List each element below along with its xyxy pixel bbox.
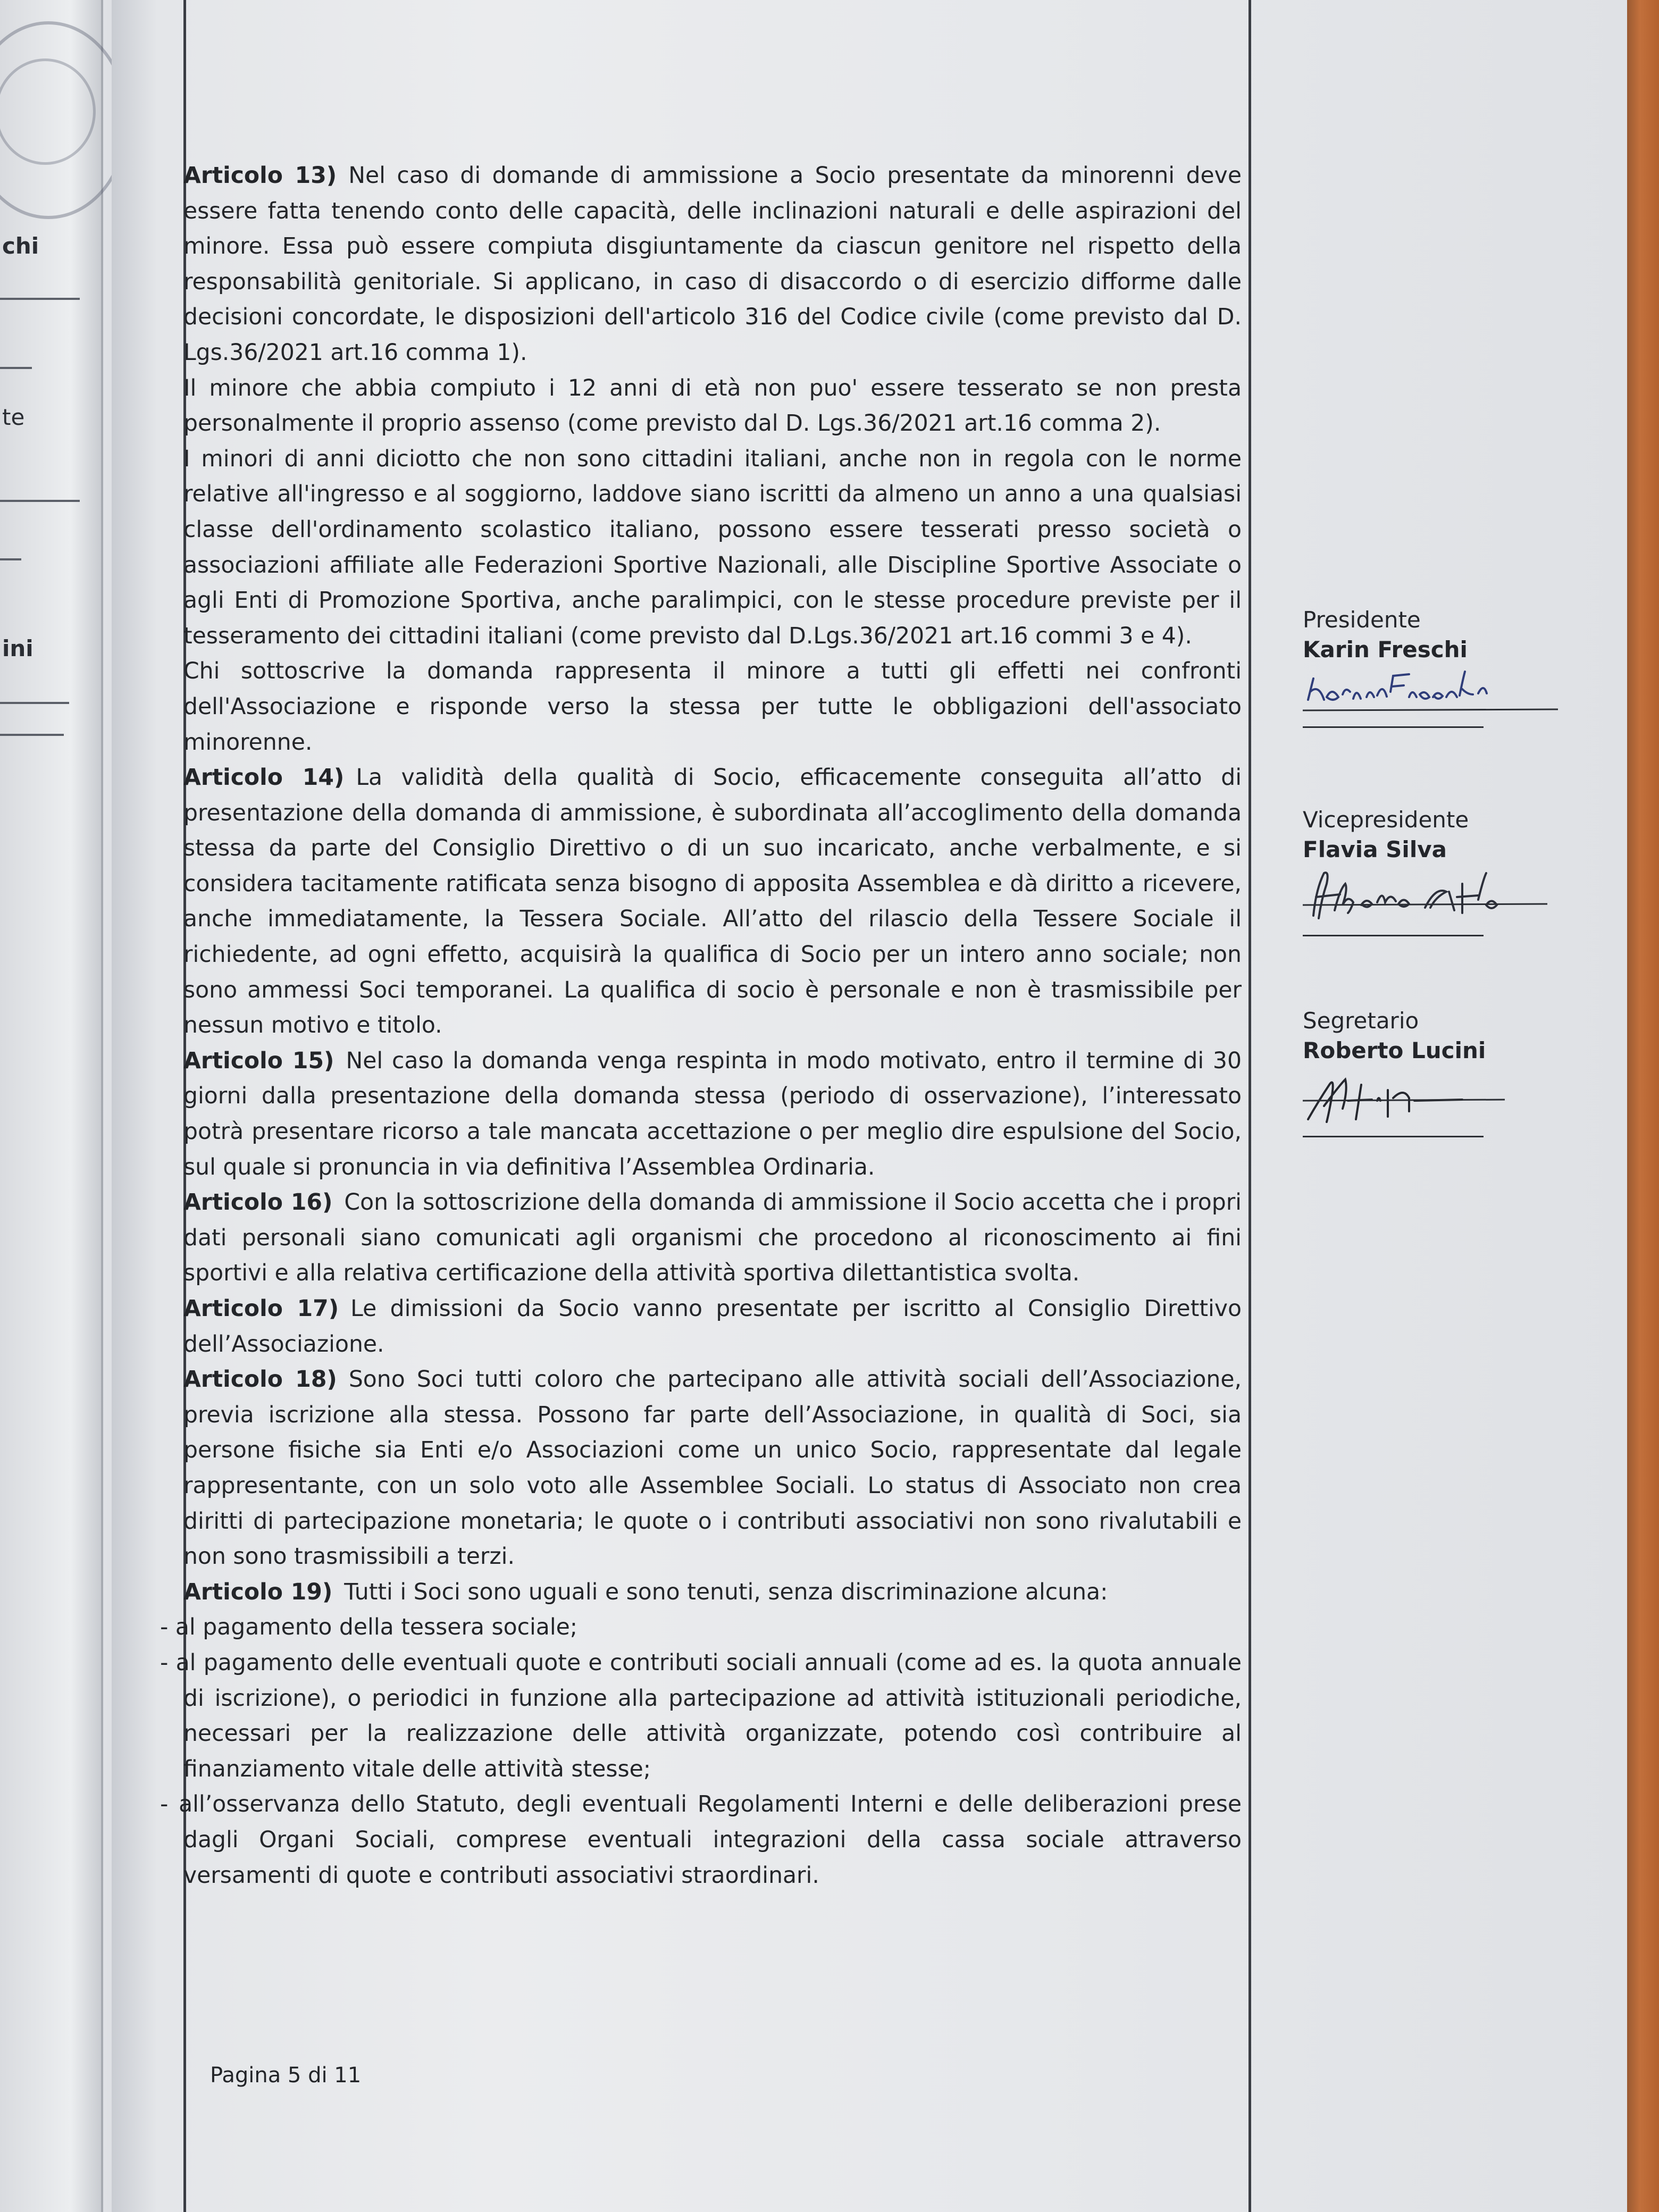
adjacent-rule: [0, 734, 64, 736]
adjacent-page: [0, 0, 103, 2212]
signature-underline: [1303, 726, 1484, 728]
signatory-role: Segretario: [1303, 1008, 1419, 1034]
article-19-title: Articolo 19): [183, 1579, 333, 1605]
signature-line: [1303, 904, 1547, 905]
article-15-title: Articolo 15): [183, 1048, 334, 1074]
article-13-first-paragraph: Articolo 13) Nel caso di domande di ammissione a Socio presentate da minorenni deve essere fatta tenendo conto delle capacità, delle inclinazioni naturali e delle aspirazioni del minore. Essa può essere compiuta disgiuntamente da ciascun genitore nel rispetto della responsabilità genitoriale. Si applicano, in caso di disaccordo o di esercizio difforme dalle decisioni concordate, le disposizioni dell'articolo 316 del Codice civile (come previsto dal D. Lgs.36/2021 art.16 comma 1).: [183, 163, 1242, 366]
article-18-paragraph: Articolo 18) Sono Soci tutti coloro che partecipano alle attività sociali dell’Associazione, previa iscrizione alla stessa. Possono far parte dell’Associazione, in qualità di Soci, sia persone fisiche sia Enti e/o Associazioni come un unico Socio, rappresentate dal legale rappresentante, con un solo voto alle Assemblee Sociali. Lo status di Associato non crea diritti di partecipazione monetaria; le quote o i contributi associativi non sono rivalutabili e non sono trasmissibili a terzi.: [183, 1367, 1242, 1570]
article-14-paragraph: Articolo 14) La validità della qualità di Socio, efficacemente conseguita all’atto di presentazione della domanda di ammissione, è subordinata all’accoglimento della domanda stessa da parte del Consiglio Direttivo o di un suo incaricato, anche verbalmente, e si considera tacitamente ratificata senza bisogno di apposita Assemblea e dà diritto a ricevere, anche immediatamente, la Tessera Sociale. All’atto del rilascio della Tessere Sociale il richiedente, ad ogni effetto, acquisirà la qualifica di Socio per un intero anno sociale; non sono ammessi Soci temporanei. La qualifica di socio è personale e non è trasmissibile per nessun motivo e titolo.: [183, 765, 1242, 1039]
signature-block-segretario: [1303, 1006, 1579, 1137]
adjacent-rule: [0, 500, 80, 502]
adjacent-text-fragment: chi: [2, 233, 39, 259]
article-13-paragraph: Chi sottoscrive la domanda rappresenta il minore a tutti gli effetti nei confronti dell'Associazione e risponde verso la stessa per tutte le obbligazioni dell'associato minorenne.: [183, 658, 1242, 756]
adjacent-rule: [0, 298, 80, 300]
page-number: Pagina 5 di 11: [210, 2063, 362, 2088]
signatory-role: Presidente: [1303, 607, 1421, 633]
article-19-paragraph: Articolo 19) Tutti i Soci sono uguali e sono tenuti, senza discriminazione alcuna:: [183, 1579, 1108, 1605]
article-17-paragraph: Articolo 17) Le dimissioni da Socio vanno presentate per iscritto al Consiglio Direttivo dell’Associazione.: [183, 1296, 1242, 1358]
signature-underline: [1303, 935, 1484, 936]
article-14-title: Articolo 14): [183, 765, 345, 791]
signatory-name: Roberto Lucini: [1303, 1037, 1486, 1063]
signature-line: [1303, 1100, 1505, 1101]
article-16-paragraph: Articolo 16) Con la sottoscrizione della domanda di ammissione il Socio accetta che i propri dati personali siano comunicati agli organismi che procedono al riconoscimento ai fini sportivi e alla relativa certificazione della attività sportiva dilettantistica svolta.: [183, 1189, 1242, 1287]
handwritten-signature: [1303, 868, 1579, 926]
article-13-paragraph: I minori di anni diciotto che non sono cittadini italiani, anche non in regola con le norme relative all'ingresso e al soggiorno, laddove siano iscritti da almeno un anno a una qualsiasi classe dell'ordinamento scolastico italiano, possono essere tesserati presso società o associazioni affiliate alle Federazioni Sportive Nazionali, alle Discipline Sportive Associate o agli Enti di Promozione Sportiva, anche paralimpici, con le stesse procedure previste per il tesseramento dei cittadini italiani (come previsto dal D.Lgs.36/2021 art.16 commi 3 e 4).: [183, 446, 1242, 649]
article-19-bullet: - all’osservanza dello Statuto, degli eventuali Regolamenti Interni e delle deliberazioni prese dagli Organi Sociali, comprese eventuali integrazioni della cassa sociale attraverso versamenti di quote e contributi associativi straordinari.: [160, 1791, 1242, 1889]
handwritten-signature: [1303, 1069, 1579, 1127]
article-19-bullet: - al pagamento delle eventuali quote e contributi sociali annuali (come ad es. la quota annuale di iscrizione), o periodici in funzione alla partecipazione ad attività istituzionali periodiche, necessari per la realizzazione delle attività organizzate, potendo così contribuire al finanziamento vitale delle attività stesse;: [160, 1649, 1242, 1782]
statute-text: [160, 158, 1242, 1893]
adjacent-rule: [0, 702, 69, 704]
article-13-paragraph: Il minore che abbia compiuto i 12 anni di età non puo' essere tesserato se non presta personalmente il proprio assenso (come previsto dal D. Lgs.36/2021 art.16 comma 2).: [183, 375, 1242, 437]
signature-stroke: [1308, 672, 1487, 700]
signatory-name: Karin Freschi: [1303, 636, 1468, 663]
signature-stroke: [1313, 873, 1497, 918]
signature-block-vicepresidente: [1303, 805, 1579, 936]
adjacent-rule: [0, 367, 32, 369]
adjacent-text-fragment: ini: [2, 635, 33, 661]
article-13-title: Articolo 13): [183, 163, 337, 189]
article-16-title: Articolo 16): [183, 1189, 333, 1216]
article-15-paragraph: Articolo 15) Nel caso la domanda venga respinta in modo motivato, entro il termine di 30 giorni dalla presentazione della domanda stessa (periodo di osservazione), l’interessato potrà presentare ricorso a tale mancata accettazione o per meglio dire espulsione del Socio, sul quale si pronuncia in via definitiva l’Assemblea Ordinaria.: [183, 1048, 1242, 1180]
adjacent-text-fragment: te: [2, 404, 25, 430]
signature-block-presidente: [1303, 605, 1579, 728]
article-19-bullet: - al pagamento della tessera sociale;: [160, 1614, 578, 1641]
article-18-title: Articolo 18): [183, 1367, 337, 1393]
signatory-role: Vicepresidente: [1303, 807, 1469, 833]
article-17-title: Articolo 17): [183, 1296, 339, 1322]
signature-line: [1303, 709, 1558, 710]
table-edge: [1627, 0, 1659, 2212]
adjacent-rule: [0, 558, 21, 560]
signature-underline: [1303, 1136, 1484, 1137]
handwritten-signature: [1303, 668, 1579, 716]
signatory-name: Flavia Silva: [1303, 836, 1447, 862]
